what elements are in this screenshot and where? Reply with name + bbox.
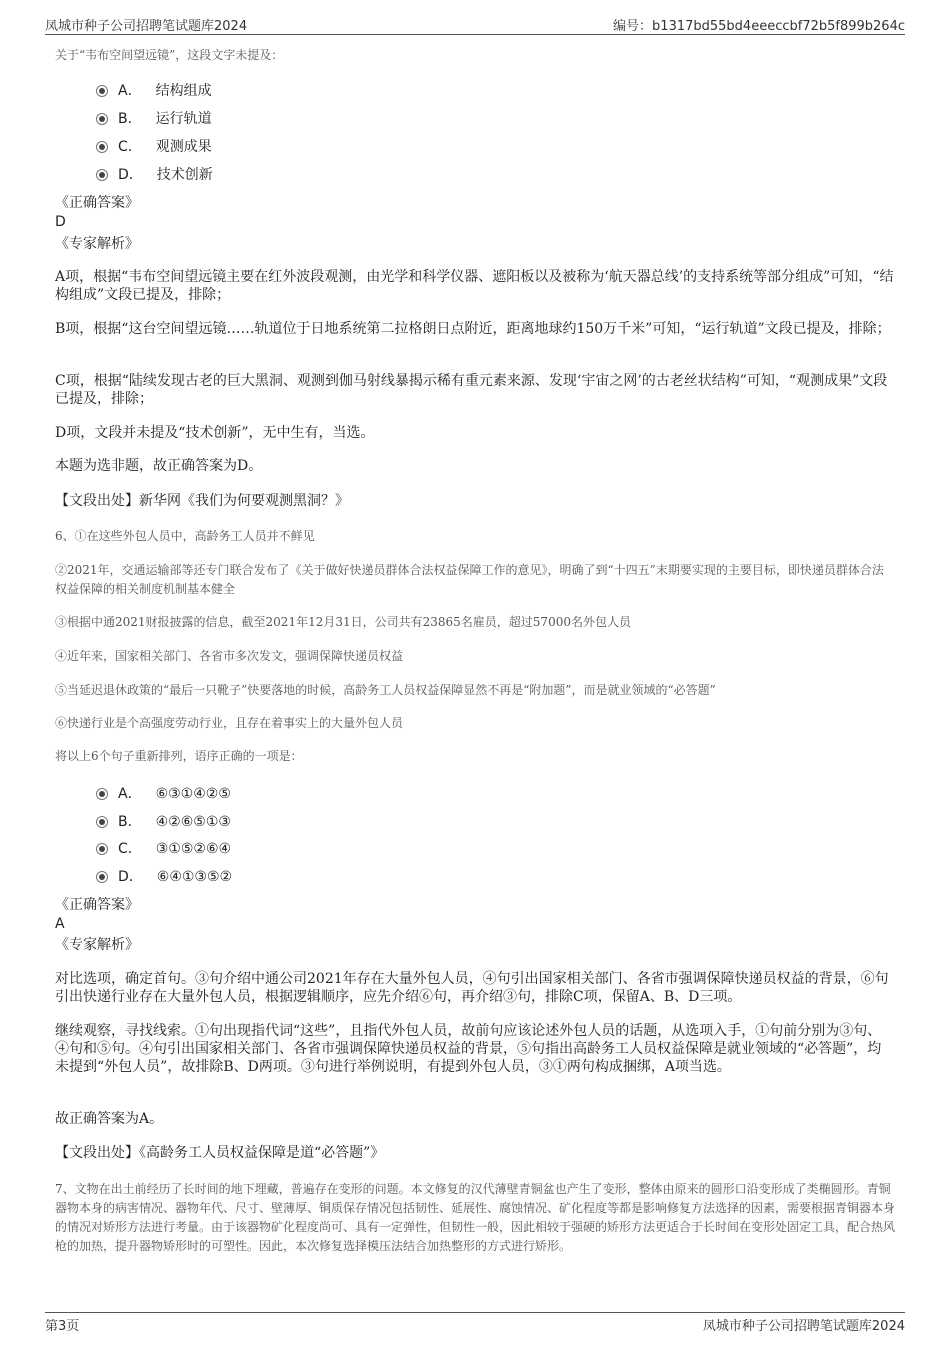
page-number: 第3页 [45,1319,80,1334]
option-d[interactable]: D． 技术创新 [96,164,213,184]
question-intro: 6、①在这些外包人员中，高龄务工人员并不鲜见 [55,529,315,543]
option-b[interactable]: B． ④②⑥⑤①③ [96,811,231,831]
analysis-paragraph: D项，文段并未提及“技术创新”，无中生有，当选。 [55,425,375,441]
analysis-heading: 《专家解析》 [55,236,139,252]
question-sentence: ⑤当延迟退休政策的“最后一只靴子”快要落地的时候，高龄务工人员权益保障显然不再是“附加题”，而是就业领域的“必答题” [55,683,716,697]
footer-title: 凤城市种子公司招聘笔试题库2024 [702,1319,905,1334]
radio-icon[interactable] [96,113,108,125]
source-citation: 【文段出处】《高龄务工人员权益保障是道“必答题”》 [55,1145,385,1161]
question-sentence: ⑥快递行业是个高强度劳动行业，且存在着事实上的大量外包人员 [55,716,404,730]
analysis-paragraph: 对比选项，确定首句。③句介绍中通公司2021年存在大量外包人员，④句引出国家相关部门、各省市强调保障快递员权益的背景，⑥句引出快递行业存在大量外包人员，根据逻辑顺序，应先介绍⑥句，再介绍③句，排除C项，保留A、B、D三项。 [55,971,889,1005]
analysis-heading: 《专家解析》 [55,937,139,953]
analysis-conclusion: 本题为选非题，故正确答案为D。 [55,458,263,474]
option-d[interactable]: D． ⑥④①③⑤② [96,866,232,886]
option-c[interactable]: C． 观测成果 [96,136,212,156]
answer-heading: 《正确答案》 [55,195,139,211]
radio-icon[interactable] [96,169,108,181]
question-sentence: ②2021年，交通运输部等还专门联合发布了《关于做好快递员群体合法权益保障工作的意见》，明确了到“十四五”末期要实现的主要目标，即快递员群体合法权益保障的相关制度机制基本健全 [55,563,884,596]
question-sentence: ④近年来，国家相关部门、各省市多次发文，强调保障快递员权益 [55,649,404,663]
analysis-conclusion: 故正确答案为A。 [55,1111,164,1127]
header-serial-number: 编号：b1317bd55bd4eeeccbf72b5f899b264c [613,19,905,34]
page-footer [45,1312,905,1333]
radio-icon[interactable] [96,871,108,883]
answer-heading: 《正确答案》 [55,897,139,913]
analysis-paragraph: A项，根据“韦布空间望远镜主要在红外波段观测，由光学和科学仪器、遮阳板以及被称为‘航天器总线’的支持系统等部分组成”可知，“结构组成”文段已提及，排除； [55,269,894,303]
analysis-paragraph: 继续观察，寻找线索。①句出现指代词“这些”，且指代外包人员，故前句应该论述外包人员的话题，从选项入手，①句前分别为③句、④句和⑤句。④句引出国家相关部门、各省市强调保障快递员权益的背景，⑤句指出高龄务工人员权益保障是就业领域的“必答题”，均未提到“外包人员”，故排除B、D两项。③句进行举例说明，有提到外包人员，③①两句构成捆绑，A项当选。 [55,1023,882,1075]
answer-value: D [55,214,66,230]
answer-value: A [55,916,65,932]
question-stem: 关于“韦布空间望远镜”，这段文字未提及： [55,48,284,62]
option-a[interactable]: A． ⑥③①④②⑤ [96,783,231,803]
option-c[interactable]: C． ③①⑤②⑥④ [96,838,231,858]
option-b[interactable]: B． 运行轨道 [96,108,212,128]
question-sentence: ③根据中通2021财报披露的信息，截至2021年12月31日，公司共有23865名雇员，超过57000名外包人员 [55,615,631,629]
radio-icon[interactable] [96,843,108,855]
radio-icon[interactable] [96,141,108,153]
analysis-paragraph: B项，根据“这台空间望远镜……轨道位于日地系统第二拉格朗日点附近，距离地球约150万千米”可知，“运行轨道”文段已提及，排除； [55,321,891,337]
option-a[interactable]: A． 结构组成 [96,80,212,100]
radio-icon[interactable] [96,816,108,828]
analysis-paragraph: C项，根据“陆续发现古老的巨大黑洞、观测到伽马射线暴揭示稀有重元素来源、发现‘宇宙之网’的古老丝状结构”可知，“观测成果”文段已提及，排除； [55,373,888,407]
header-title: 凤城市种子公司招聘笔试题库2024 [45,19,248,34]
radio-icon[interactable] [96,788,108,800]
question-stem: 将以上6个句子重新排列，语序正确的一项是： [55,749,303,763]
source-citation: 【文段出处】新华网《我们为何要观测黑洞？》 [55,493,349,509]
radio-icon[interactable] [96,85,108,97]
page-header [45,14,905,35]
question-passage: 7、文物在出土前经历了长时间的地下埋藏，普遍存在变形的问题。本文修复的汉代薄壁青铜盆也产生了变形，整体由原来的圆形口沿变形成了类椭圆形。青铜器物本身的病害情况、器物年代、尺寸、壁薄厚、铜质保存情况包括韧性、延展性、腐蚀情况、矿化程度等都是影响修复方法选择的因素，需要根据青铜器本身的情况对矫形方法进行考量。由于该器物矿化程度尚可、具有一定弹性，但韧性一般，因此相较于强硬的矫形方法更适合于长时间在变形处固定工具，配合热风枪的加热，提升器物矫形时的可塑性。因此，本次修复选择模压法结合加热整形的方式进行矫形。 [55,1182,896,1253]
